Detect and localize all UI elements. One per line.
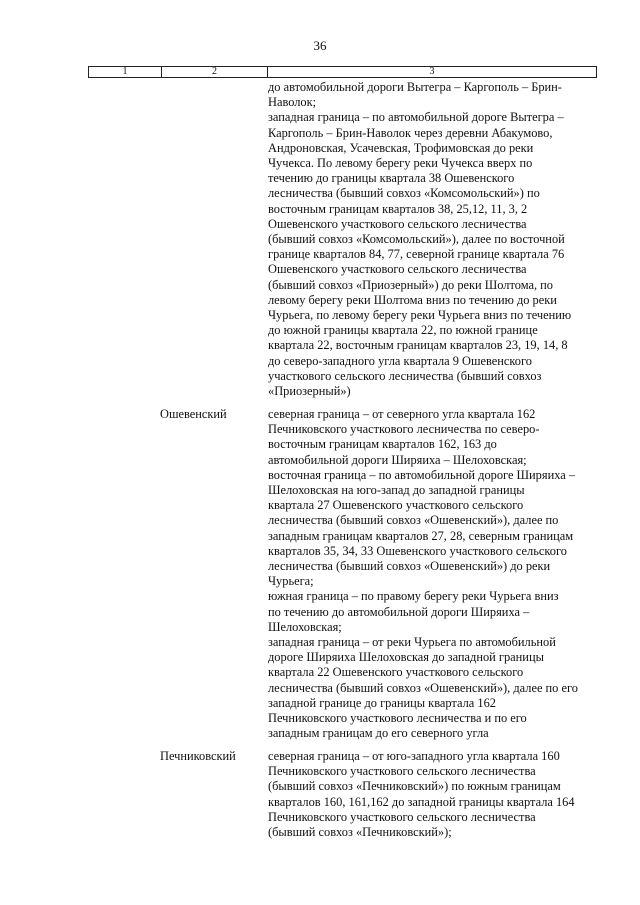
text-line: Чурьега, по левому берегу реки Чурьега вниз по течению [268, 308, 572, 323]
continuation-description [268, 80, 598, 399]
text-line: северная граница – от юго-западного угла квартала 160 [268, 749, 560, 763]
text-line: восточным границам кварталов 162, 163 до [268, 437, 497, 452]
text-line: западным границам до его северного угла [268, 726, 489, 741]
column-1-header: 1 [89, 67, 162, 77]
text-line: участкового сельского лесничества (бывший совхоз [268, 368, 542, 383]
text-line: западная граница – от реки Чурьега по автомобильной [268, 635, 556, 650]
text-line: западным границам кварталов 27, 28, северным границам [268, 528, 574, 543]
text-line: Ошевенского участкового сельского лесничества [268, 262, 527, 277]
text-line: Андроновская, Усачевская, Трофимовская до реки [268, 140, 534, 155]
text-line: лесничества (бывший совхоз «Ошевенский»), далее по [268, 513, 559, 528]
text-line: до южной границы квартала 22, по южной границе [268, 323, 538, 338]
text-line: (бывший совхоз «Печниковский»); [268, 825, 452, 840]
text-line: Чурьега; [268, 574, 314, 589]
text-line: (бывший совхоз «Приозерный») до реки Шолтома, по [268, 277, 553, 292]
text-line: Печниковского участкового лесничества по северо- [268, 422, 540, 437]
district-name-oshevensky: Ошевенский [160, 407, 227, 421]
text-line: до северо-западного угла квартала 9 Ошевенского [268, 353, 532, 368]
text-line: течению до границы квартала 38 Ошевенского [268, 171, 515, 186]
column-2-header: 2 [162, 67, 268, 77]
text-line: квартала 22 Ошевенского участкового сельского [268, 665, 524, 680]
text-line: лесничества (бывший совхоз «Ошевенский»), далее по его [268, 680, 578, 695]
text-line: по течению до автомобильной дороги Ширяиха – [268, 604, 530, 619]
column-3-header: 3 [429, 66, 435, 77]
text-line: кварталов 35, 34, 33 Ошевенского участкового сельского [268, 543, 567, 558]
district-name-pechnikovsky: Печниковский [160, 749, 236, 763]
text-line: северная граница – от северного угла квартала 162 [268, 407, 536, 421]
text-line: границе кварталов 84, 77, северной границе квартала 76 [268, 247, 565, 262]
district-description-pechnikovsky [268, 749, 598, 840]
text-line: (бывший совхоз «Комсомольский»), далее по восточной [268, 232, 565, 247]
text-line: квартала 27 Ошевенского участкового сельского [268, 498, 524, 513]
text-line: Печниковского участкового лесничества и по его [268, 711, 527, 726]
text-line: западной границе до границы квартала 162 [268, 695, 496, 710]
text-line: восточным границам кварталов 38, 25,12, 11, 3, 2 [268, 201, 528, 216]
text-line: Печниковского участкового сельского лесничества [268, 809, 536, 824]
text-line: Шелоховская на юго-запад до западной границы [268, 483, 525, 498]
text-line: (бывший совхоз «Печниковский») по южным границам [268, 779, 561, 794]
text-line: Шелоховская; [268, 619, 342, 634]
text-line: западная граница – по автомобильной дороге Вытегра – [268, 110, 564, 125]
page-number: 36 [313, 38, 327, 53]
text-line: Каргополь – Брин-Наволок через деревни Абакумово, [268, 125, 553, 140]
text-line: восточная граница – по автомобильной дороге Ширяиха – [268, 467, 576, 482]
text-line: Наволок; [268, 95, 317, 110]
text-line: автомобильной дороги Ширяиха – Шелоховская; [268, 452, 527, 467]
text-line: лесничества (бывший совхоз «Ошевенский») до реки [268, 559, 551, 574]
text-line: Печниковского участкового сельского лесничества [268, 764, 536, 779]
text-line: левому берегу реки Шолтома вниз по течению до реки [268, 292, 557, 307]
text-line: лесничества (бывший совхоз «Комсомольский») по [268, 186, 540, 201]
text-line: южная граница – по правому берегу реки Чурьега вниз [268, 589, 559, 604]
text-line: кварталов 160, 161,162 до западной границы квартала 164 [268, 794, 575, 809]
text-line: до автомобильной дороги Вытегра – Каргополь – Брин- [268, 80, 562, 94]
district-description-oshevensky [268, 407, 598, 741]
text-line: Ошевенского участкового сельского лесничества [268, 216, 527, 231]
text-line: квартала 22, восточным границам кварталов 23, 19, 14, 8 [268, 338, 568, 353]
text-line: Чучекса. По левому берегу реки Чучекса вверх по [268, 156, 533, 171]
text-line: «Приозерный») [268, 384, 351, 399]
text-line: дороге Ширяиха Шелоховская до западной границы [268, 650, 544, 665]
table-header-row [88, 66, 597, 78]
